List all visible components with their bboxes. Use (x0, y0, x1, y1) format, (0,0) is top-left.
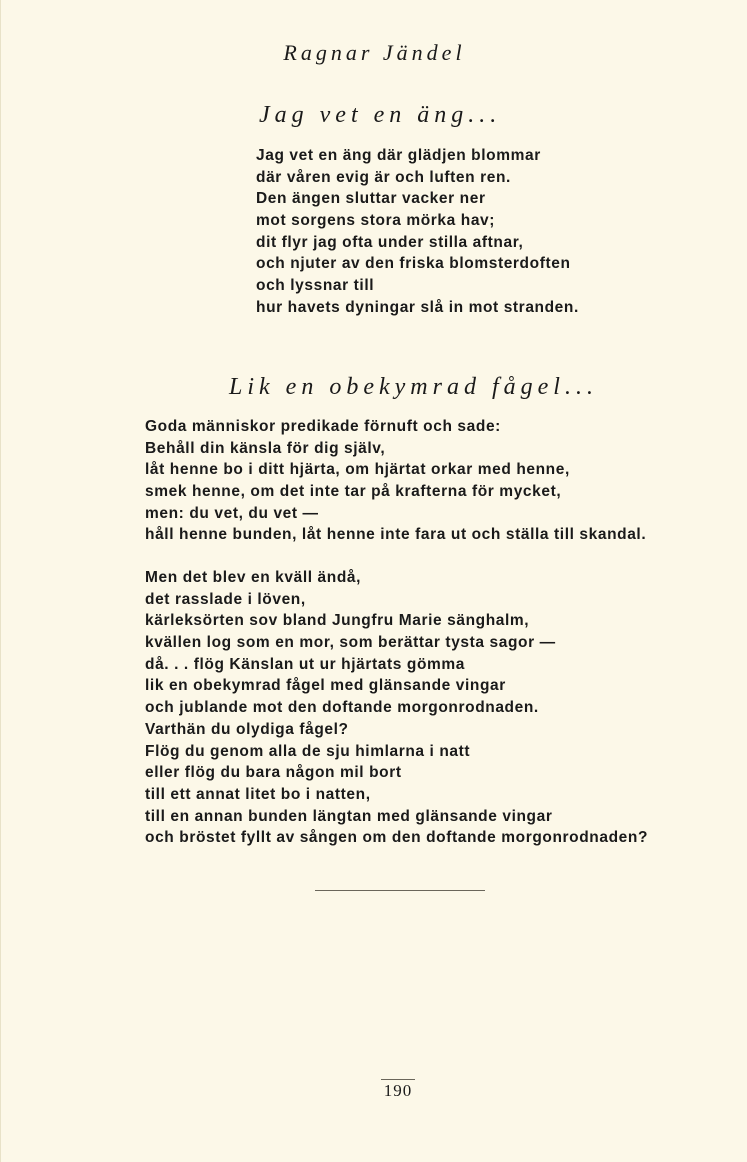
poem-line: det rasslade i löven, (145, 590, 306, 608)
poem-line: till ett annat litet bo i natten, (145, 785, 371, 803)
poem-line: och jublande mot den doftande morgonrodnaden. (145, 699, 539, 717)
page-number: 190 (383, 1081, 413, 1100)
poem-line: där våren evig är och luften ren. (256, 168, 511, 186)
poem-line: håll henne bunden, låt henne inte fara ut och ställa till skandal. (145, 526, 647, 544)
poem-line: Jag vet en äng där glädjen blommar (256, 147, 541, 164)
poem-line: och lyssnar till (256, 277, 375, 295)
poem-line: mot sorgens stora mörka hav; (256, 212, 496, 230)
poem-line: smek henne, om det inte tar på krafterna för mycket, (145, 483, 562, 501)
poem-line: låt henne bo i ditt hjärta, om hjärtat orkar med henne, (145, 461, 570, 479)
author-name: Ragnar Jändel (283, 40, 466, 65)
poem-line: lik en obekymrad fågel med glänsande vingar (145, 677, 506, 695)
page-number-rule (381, 1079, 415, 1080)
poem-line: Den ängen sluttar vacker ner (256, 190, 486, 208)
poem-1-stanza (256, 145, 579, 319)
poem-line: och njuter av den friska blomsterdoften (256, 255, 571, 273)
poem-line: till en annan bunden längtan med glänsande vingar (145, 807, 553, 825)
poem-title-lik-en-obekymrad-fagel: Lik en obekymrad fågel... (229, 374, 598, 400)
poem-line: Behåll din känsla för dig själv, (145, 439, 386, 457)
poem-2-stanza-2 (145, 567, 648, 849)
poem-title-jag-vet-en-ang: Jag vet en äng... (259, 102, 502, 128)
poem-line: Goda människor predikade förnuft och sade: (145, 418, 501, 435)
poem-line: Varthän du olydiga fågel? (145, 720, 349, 738)
section-divider (315, 890, 485, 891)
poem-2-stanza-1 (145, 416, 646, 546)
poem-line: men: du vet, du vet — (145, 504, 319, 522)
poem-line: kvällen log som en mor, som berättar tysta sagor — (145, 634, 556, 652)
poem-line: hur havets dyningar slå in mot stranden. (256, 298, 579, 316)
poem-line: Men det blev en kväll ändå, (145, 569, 362, 586)
poem-line: kärleksörten sov bland Jungfru Marie sänghalm, (145, 612, 530, 630)
poem-line: Flög du genom alla de sju himlarna i natt (145, 742, 471, 760)
poem-line: dit flyr jag ofta under stilla aftnar, (256, 233, 524, 251)
poem-line: och bröstet fyllt av sången om den doftande morgonrodnaden? (145, 829, 649, 847)
poem-line: eller flög du bara någon mil bort (145, 764, 402, 782)
poem-line: då. . . flög Känslan ut ur hjärtats gömma (145, 655, 466, 673)
